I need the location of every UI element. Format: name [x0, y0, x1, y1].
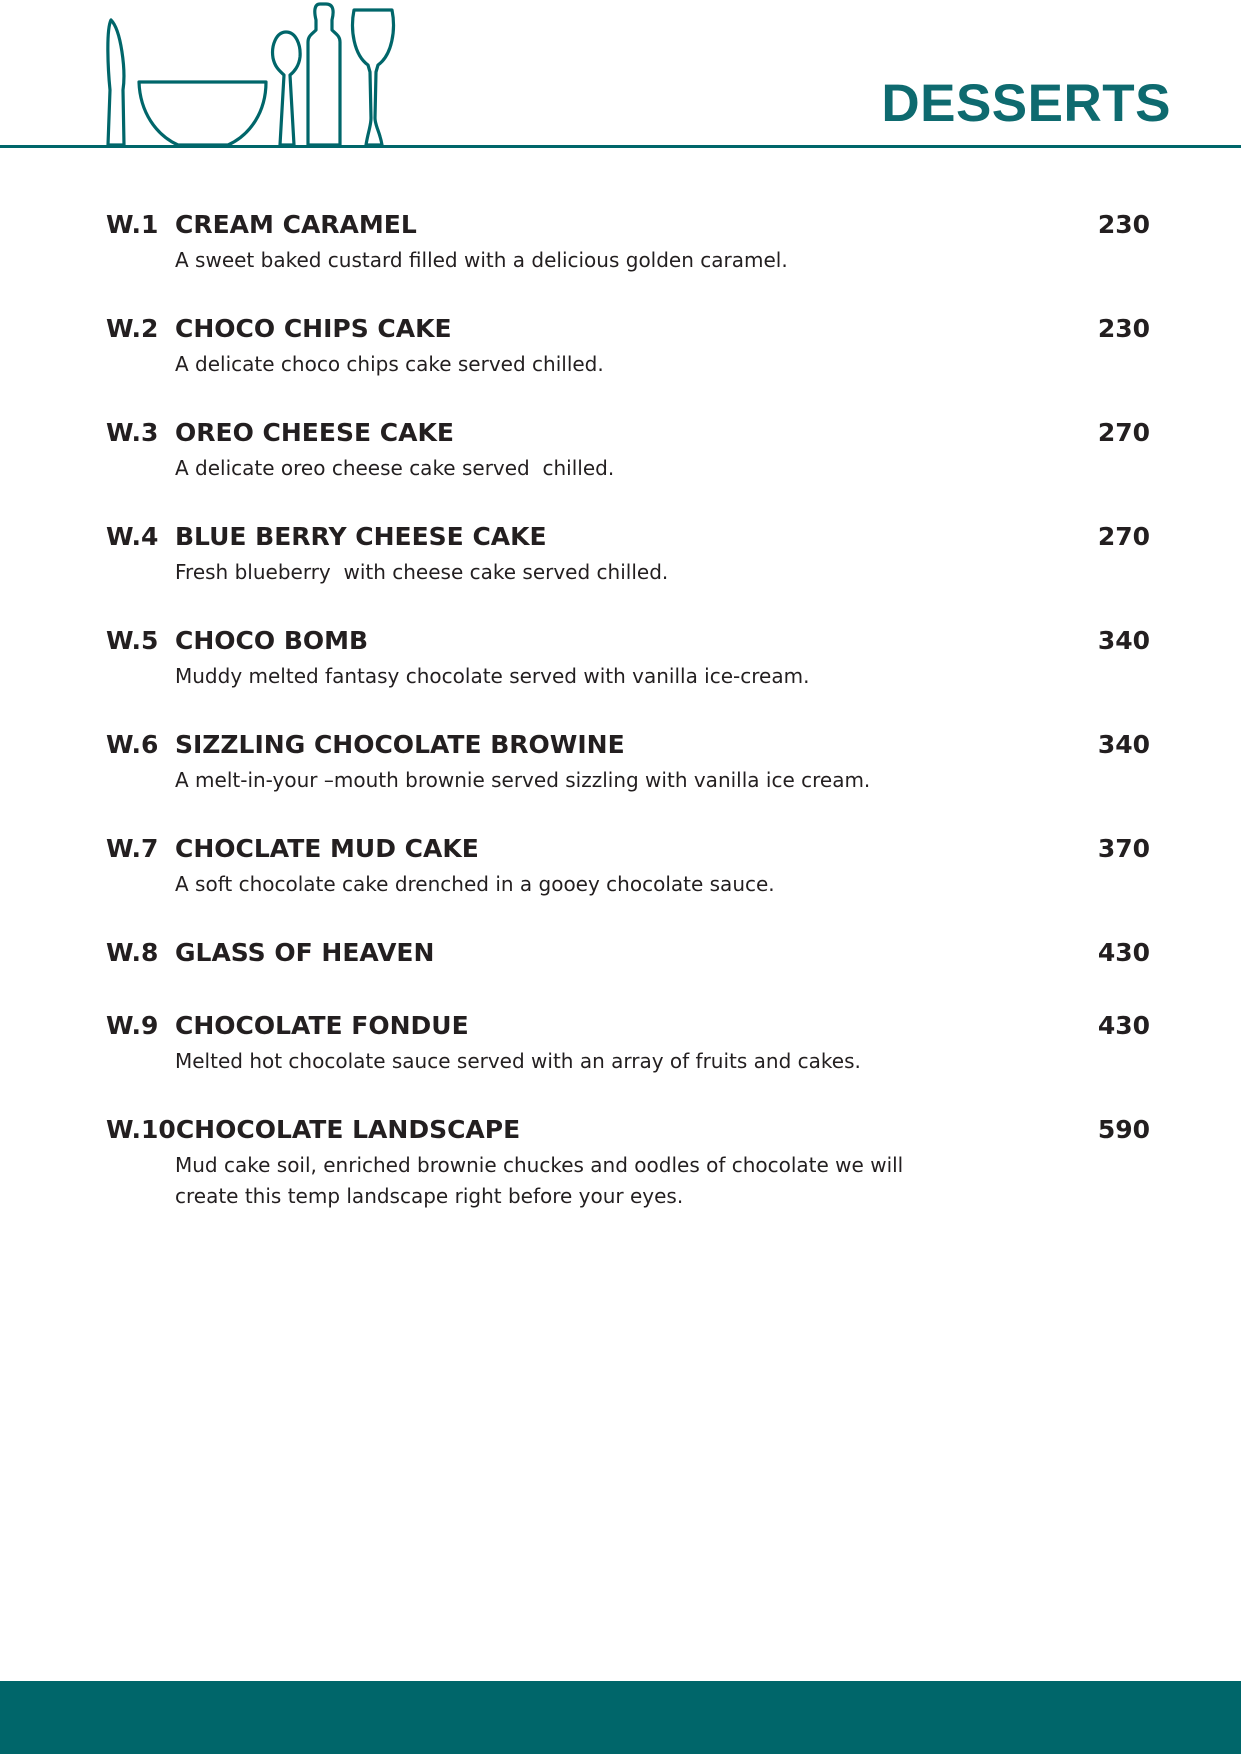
- menu-item-code: W.4: [106, 522, 159, 551]
- menu-item-price: 430: [1097, 1011, 1150, 1040]
- menu-item-description: Melted hot chocolate sauce served with an array of fruits and cakes.: [175, 1049, 861, 1073]
- menu-item-header: [106, 309, 1150, 349]
- menu-item-description: Fresh blueberry with cheese cake served chilled.: [175, 560, 669, 584]
- menu-item-code: W.3: [106, 418, 159, 447]
- menu-item-description: A sweet baked custard filled with a delicious golden caramel.: [175, 248, 788, 272]
- dining-utensils-icon: [0, 0, 420, 150]
- menu-item-code: W.1: [106, 210, 159, 239]
- menu-item-price: 430: [1097, 938, 1150, 967]
- menu-item-header: [106, 621, 1150, 661]
- menu-item-name: BLUE BERRY CHEESE CAKE: [175, 522, 547, 551]
- menu-item-name: CHOCO BOMB: [175, 626, 369, 655]
- menu-item-description: A delicate choco chips cake served chilled.: [175, 352, 604, 376]
- menu-item-name: CREAM CARAMEL: [175, 210, 417, 239]
- menu-item-header: [106, 1110, 1150, 1150]
- menu-item-header: [106, 1006, 1150, 1046]
- menu-item: [106, 517, 1150, 588]
- menu-item-description: A melt-in-your –mouth brownie served sizzling with vanilla ice cream.: [175, 768, 871, 792]
- menu-item: [106, 1006, 1150, 1077]
- menu-item-code: W.8: [106, 938, 159, 967]
- menu-item-name: GLASS OF HEAVEN: [175, 938, 435, 967]
- menu-item-code: W.7: [106, 834, 159, 863]
- menu-item-code: W.5: [106, 626, 159, 655]
- header-divider: [0, 145, 1241, 148]
- menu-item: [106, 309, 1150, 380]
- menu-item-price: 270: [1097, 418, 1150, 447]
- menu-item-header: [106, 205, 1150, 245]
- page-header: [0, 0, 1241, 150]
- menu-item: [106, 933, 1150, 973]
- menu-item-name: CHOCLATE MUD CAKE: [175, 834, 479, 863]
- menu-item-price: 230: [1097, 210, 1150, 239]
- menu-item: [106, 621, 1150, 692]
- menu-item-name: CHOCO CHIPS CAKE: [175, 314, 452, 343]
- page-title: DESSERTS: [881, 74, 1171, 133]
- menu-item-code: W.2: [106, 314, 159, 343]
- menu-item-price: 370: [1097, 834, 1150, 863]
- menu-item-header: [106, 517, 1150, 557]
- footer-band: [0, 1681, 1241, 1754]
- menu-item-description: A soft chocolate cake drenched in a gooey chocolate sauce.: [175, 872, 775, 896]
- menu-item-price: 230: [1097, 314, 1150, 343]
- menu-item-code: W.6: [106, 730, 159, 759]
- menu-item-price: 340: [1097, 730, 1150, 759]
- dessert-menu-list: [106, 205, 1150, 1245]
- menu-item-description: A delicate oreo cheese cake served chilled.: [175, 456, 615, 480]
- menu-item-description: Muddy melted fantasy chocolate served with vanilla ice-cream.: [175, 664, 810, 688]
- menu-item-name: CHOCOLATE FONDUE: [175, 1011, 469, 1040]
- menu-item-header: [106, 413, 1150, 453]
- menu-item: [106, 1110, 1150, 1212]
- menu-item-code: W.9: [106, 1011, 159, 1040]
- menu-item: [106, 829, 1150, 900]
- menu-item-name: OREO CHEESE CAKE: [175, 418, 454, 447]
- menu-item-header: [106, 933, 1150, 973]
- menu-item-price: 340: [1097, 626, 1150, 655]
- menu-item: [106, 205, 1150, 276]
- menu-item-name: CHOCOLATE LANDSCAPE: [175, 1115, 521, 1144]
- menu-item-code: W.10: [106, 1115, 176, 1144]
- menu-item: [106, 413, 1150, 484]
- menu-item: [106, 725, 1150, 796]
- menu-item-header: [106, 829, 1150, 869]
- menu-item-price: 270: [1097, 522, 1150, 551]
- menu-item-description: Mud cake soil, enriched brownie chuckes and oodles of chocolate we will create this temp landscape right before your eyes.: [175, 1153, 904, 1208]
- menu-item-name: SIZZLING CHOCOLATE BROWINE: [175, 730, 625, 759]
- menu-item-header: [106, 725, 1150, 765]
- menu-item-price: 590: [1097, 1115, 1150, 1144]
